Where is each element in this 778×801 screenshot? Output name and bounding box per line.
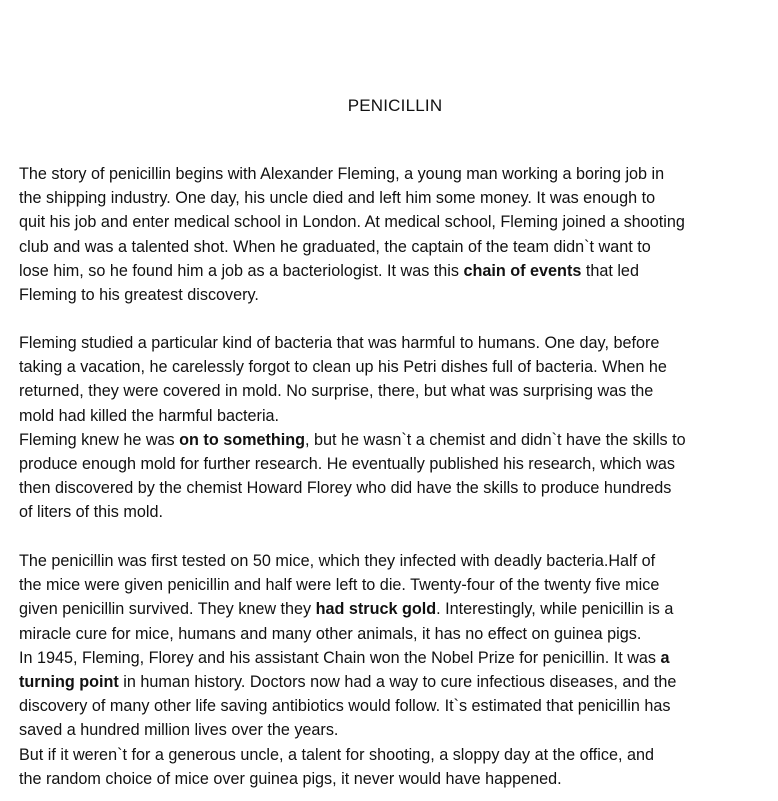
text-run: miracle cure for mice, humans and many other animals, it has no effect on guinea pigs. xyxy=(19,624,642,643)
text-line xyxy=(19,186,771,210)
text-line xyxy=(19,331,771,355)
bold-phrase: on to something xyxy=(179,430,306,449)
text-line xyxy=(19,500,771,524)
text-run: The penicillin was first tested on 50 mice, which they infected with deadly bacteria.Half of xyxy=(19,552,656,570)
text-line xyxy=(19,428,771,452)
text-line xyxy=(19,355,771,379)
text-line xyxy=(19,404,771,428)
text-line xyxy=(19,743,771,767)
text-line xyxy=(19,379,771,403)
paragraph-1 xyxy=(19,162,771,307)
text-run: Fleming studied a particular kind of bacteria that was harmful to humans. One day, before xyxy=(19,334,660,352)
text-run: that led xyxy=(581,261,639,280)
text-line xyxy=(19,476,771,500)
text-line xyxy=(19,670,771,694)
text-run: In 1945, Fleming, Florey and his assistant Chain won the Nobel Prize for penicillin. It was xyxy=(19,648,661,667)
text-line xyxy=(19,646,771,670)
text-line xyxy=(19,162,771,186)
bold-phrase: chain of events xyxy=(463,261,582,280)
text-run: Fleming to his greatest discovery. xyxy=(19,286,259,305)
text-line xyxy=(19,767,771,791)
text-run: the shipping industry. One day, his uncle died and left him some money. It was enough to xyxy=(19,189,656,208)
text-run: . Interestingly, while penicillin is a xyxy=(436,600,674,619)
text-line xyxy=(19,718,771,742)
text-run: The story of penicillin begins with Alexander Fleming, a young man working a boring job in xyxy=(19,165,665,183)
text-run: given penicillin survived. They knew they xyxy=(19,600,316,619)
text-run: discovery of many other life saving antibiotics would follow. It`s estimated that penicillin has xyxy=(19,697,671,716)
paragraph-3 xyxy=(19,549,771,791)
text-run: then discovered by the chemist Howard Florey who did have the skills to produce hundreds xyxy=(19,479,672,498)
text-line xyxy=(19,283,771,307)
text-run: in human history. Doctors now had a way to cure infectious diseases, and the xyxy=(118,673,677,692)
text-run: Fleming knew he was xyxy=(19,430,180,449)
text-run: returned, they were covered in mold. No surprise, there, but what was surprising was the xyxy=(19,382,654,401)
text-run: But if it weren`t for a generous uncle, a talent for shooting, a sloppy day at the office, and xyxy=(19,745,654,764)
text-line xyxy=(19,597,771,621)
text-run: quit his job and enter medical school in London. At medical school, Fleming joined a shooting xyxy=(19,213,685,232)
text-run: the random choice of mice over guinea pigs, it never would have happened. xyxy=(19,769,562,788)
text-run: mold had killed the harmful bacteria. xyxy=(19,406,280,425)
document-title: PENICILLIN xyxy=(347,96,443,115)
text-line xyxy=(19,573,771,597)
text-run: produce enough mold for further research. He eventually published his research, which was xyxy=(19,455,675,474)
text-line xyxy=(19,259,771,283)
text-run: lose him, so he found him a job as a bacteriologist. It was this xyxy=(19,261,464,280)
text-line xyxy=(19,622,771,646)
text-run: club and was a talented shot. When he graduated, the captain of the team didn`t want to xyxy=(19,237,651,256)
text-line xyxy=(19,452,771,476)
bold-phrase: had struck gold xyxy=(315,600,437,619)
text-line xyxy=(19,235,771,259)
text-run: taking a vacation, he carelessly forgot to clean up his Petri dishes full of bacteria. When he xyxy=(19,358,667,377)
text-line xyxy=(19,210,771,234)
bold-phrase: turning point xyxy=(19,673,119,692)
text-run: the mice were given penicillin and half were left to die. Twenty-four of the twenty five mice xyxy=(19,576,660,595)
text-line xyxy=(19,694,771,718)
paragraph-2 xyxy=(19,331,771,525)
text-run: of liters of this mold. xyxy=(19,503,163,522)
text-run: , but he wasn`t a chemist and didn`t have the skills to xyxy=(305,430,686,449)
bold-phrase: a xyxy=(660,648,670,667)
text-run: saved a hundred million lives over the years. xyxy=(19,721,339,740)
text-line xyxy=(19,549,771,573)
